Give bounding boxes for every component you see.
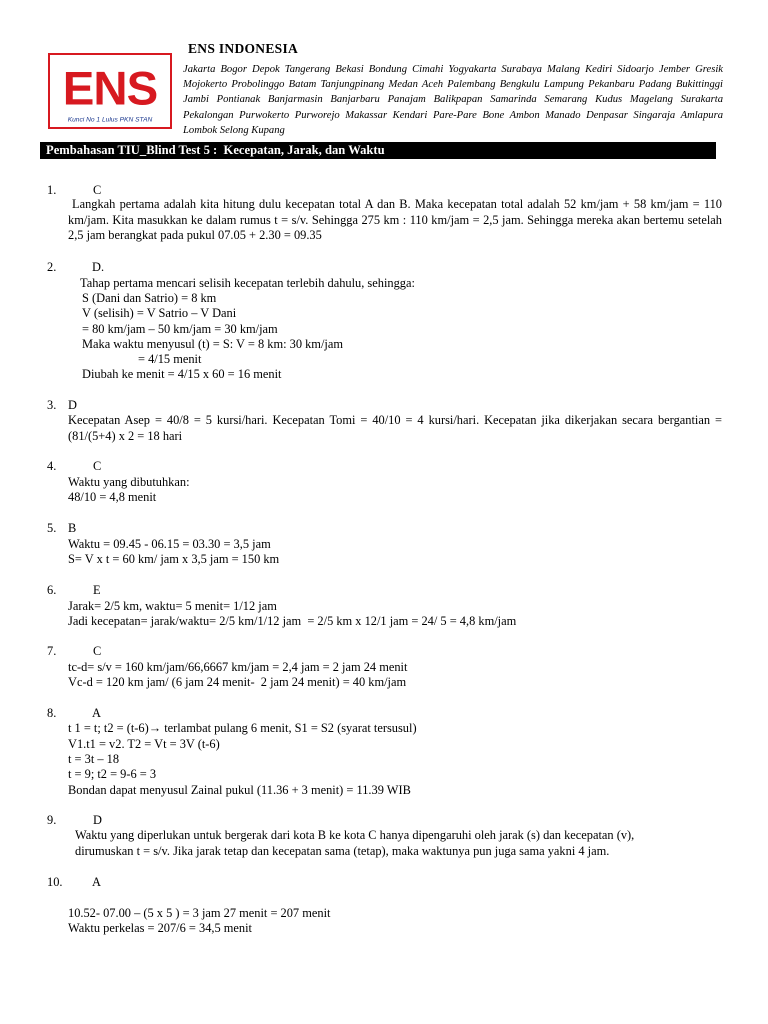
explanation-line: S= V x t = 60 km/ jam x 3,5 jam = 150 km bbox=[68, 552, 280, 566]
item-number: 7. bbox=[47, 644, 57, 658]
explanation-line: t 1 = t; t2 = (t-6)→ terlambat pulang 6 menit, S1 = S2 (syarat tersusul) bbox=[68, 721, 417, 735]
explanation-line: S (Dani dan Satrio) = 8 km bbox=[82, 291, 217, 305]
item-number: 5. bbox=[47, 521, 57, 535]
item-answer: D bbox=[68, 398, 77, 412]
item-answer: A bbox=[92, 875, 101, 889]
item-number: 3. bbox=[47, 398, 57, 412]
item-answer: D. bbox=[92, 260, 105, 274]
item-number: 10. bbox=[47, 875, 63, 889]
explanation-line: Jadi kecepatan= jarak/waktu= 2/5 km/1/12 jam = 2/5 km x 12/1 jam = 24/ 5 = 4,8 km/jam bbox=[68, 614, 517, 628]
item-answer: C bbox=[93, 459, 102, 473]
item-number: 1. bbox=[47, 183, 57, 197]
item-number: 2. bbox=[47, 260, 57, 274]
item-number: 8. bbox=[47, 706, 57, 720]
explanation-line: 10.52- 07.00 – (5 x 5 ) = 3 jam 27 menit = 207 menit bbox=[68, 906, 331, 920]
item-answer: B bbox=[68, 521, 77, 535]
explanation-line: Maka waktu menyusul (t) = S: V = 8 km: 30 km/jam bbox=[82, 337, 343, 351]
explanation-line: Bondan dapat menyusul Zainal pukul (11.36 + 3 menit) = 11.39 WIB bbox=[68, 783, 411, 797]
item-answer: C bbox=[93, 644, 102, 658]
item-number: 9. bbox=[47, 813, 57, 827]
logo-text: ENS bbox=[62, 62, 158, 116]
explanation-line: dirumuskan t = s/v. Jika jarak tetap dan kecepatan sama (tetap), maka waktunya pun juga sama yakni 4 jam. bbox=[75, 844, 610, 858]
item-answer: A bbox=[92, 706, 101, 720]
explanation-line: Waktu = 09.45 - 06.15 = 03.30 = 3,5 jam bbox=[68, 537, 271, 551]
item-number: 6. bbox=[47, 583, 57, 597]
explanation-line: Diubah ke menit = 4/15 x 60 = 16 menit bbox=[82, 367, 282, 381]
explanation-line: 48/10 = 4,8 menit bbox=[68, 490, 157, 504]
organization-name: ENS INDONESIA bbox=[188, 41, 299, 56]
explanation-line: V (selisih) = V Satrio – V Dani bbox=[82, 306, 237, 320]
explanation-line: Waktu yang dibutuhkan: bbox=[68, 475, 190, 489]
explanation-line: t = 9; t2 = 9-6 = 3 bbox=[68, 767, 157, 781]
item-explanation: Kecepatan Asep = 40/8 = 5 kursi/hari. Kecepatan Tomi = 40/10 = 4 kursi/hari. Kecepatan jika dikerjakan secara bergantian = (81/(5+4) x 2 = 18 hari bbox=[68, 413, 722, 443]
ens-logo bbox=[48, 53, 172, 129]
explanation-line: Jarak= 2/5 km, waktu= 5 menit= 1/12 jam bbox=[68, 599, 277, 613]
document-title: Pembahasan TIU_Blind Test 5 : Kecepatan, Jarak, dan Waktu bbox=[40, 142, 716, 159]
item-answer: D bbox=[93, 813, 102, 827]
explanation-line: tc-d= s/v = 160 km/jam/66,6667 km/jam = 2,4 jam = 2 jam 24 menit bbox=[68, 660, 408, 674]
explanation-line: V1.t1 = v2. T2 = Vt = 3V (t-6) bbox=[68, 737, 220, 751]
explanation-line: = 4/15 menit bbox=[138, 352, 202, 366]
explanation-line: Waktu yang diperlukan untuk bergerak dari kota B ke kota C hanya dipengaruhi oleh jarak (s) dan kecepatan (v), bbox=[75, 828, 635, 842]
explanation-line: Tahap pertama mencari selisih kecepatan terlebih dahulu, sehingga: bbox=[80, 276, 415, 290]
item-answer: C bbox=[93, 183, 102, 197]
item-number: 4. bbox=[47, 459, 57, 473]
item-explanation: Langkah pertama adalah kita hitung dulu kecepatan total A dan B. Maka kecepatan total adalah 52 km/jam + 58 km/jam = 110 km/jam. Kita masukkan ke dalam rumus t = s/v. Sehingga 275 km : 110 km/jam = 2,5 jam. Sehingga mereka akan bertemu setelah 2,5 jam berangkat pada pukul 07.05 + 2.30 = 09.35 bbox=[68, 197, 722, 243]
item-answer: E bbox=[93, 583, 101, 597]
branch-cities: Jakarta Bogor Depok Tangerang Bekasi Bondung Cimahi Yogyakarta Surabaya Malang Kediri Sidoarjo Jember Gresik Mojokerto Probolinggo Batam Tanjungpinang Medan Aceh Palembang Bengkulu Lampung Pekanbaru Padang Bukittinggi Jambi Pontianak Banjarmasin Banjarbaru Panajam Balikpapan Samarinda Semarang Kudus Magelang Surakarta Pekalongan Purwokerto Purworejo Makassar Kendari Pare-Pare Bone Ambon Manado Denpasar Singaraja Amlapura Lombok Selong Kupang bbox=[183, 64, 723, 136]
logo-tagline: Kunci No 1 Lulus PKN STAN bbox=[67, 116, 153, 124]
explanation-line: t = 3t – 18 bbox=[68, 752, 120, 766]
explanation-line: = 80 km/jam – 50 km/jam = 30 km/jam bbox=[82, 322, 278, 336]
explanation-line: Waktu perkelas = 207/6 = 34,5 menit bbox=[68, 921, 253, 935]
explanation-line: Vc-d = 120 km jam/ (6 jam 24 menit- 2 jam 24 menit) = 40 km/jam bbox=[68, 675, 407, 689]
